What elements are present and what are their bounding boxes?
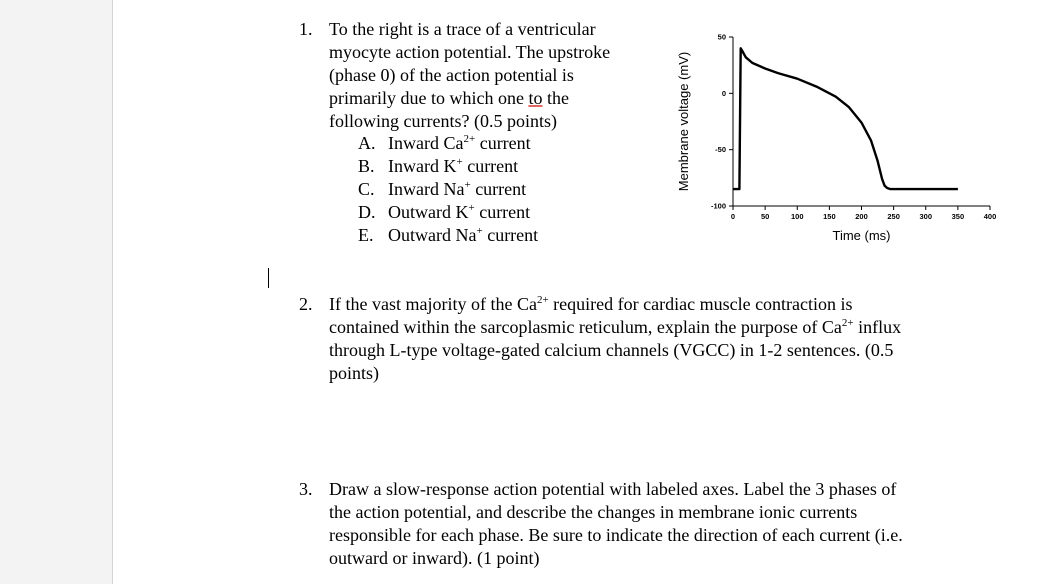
q2-line-4: points) bbox=[329, 363, 380, 383]
question-1-text bbox=[329, 18, 659, 133]
x-tick-label: 250 bbox=[887, 212, 900, 221]
page-edge bbox=[112, 0, 113, 584]
question-3-number: 3. bbox=[299, 479, 313, 499]
y-tick-label: 0 bbox=[721, 88, 726, 98]
page-margin bbox=[0, 0, 112, 584]
option-e: E. Outward Na+ current bbox=[358, 225, 539, 245]
option-a: A. Inward $Ca^{2+}$ current bbox=[358, 133, 531, 153]
q1-line-2: myocyte action potential. The upstroke bbox=[329, 42, 611, 62]
question-2-text bbox=[329, 293, 989, 385]
question-3-text bbox=[329, 478, 989, 570]
q3-line-1: Draw a slow-response action potential with labeled axes. Label the 3 phases of bbox=[329, 479, 897, 499]
option-c: C. Inward Na+ current bbox=[358, 179, 527, 199]
question-1-number: 1. bbox=[299, 19, 313, 39]
option-b: B. Inward K+ current bbox=[358, 156, 519, 176]
x-ticks bbox=[731, 206, 996, 221]
x-tick-label: 200 bbox=[855, 212, 868, 221]
x-tick-label: 50 bbox=[760, 212, 770, 221]
q3-line-4: outward or inward). (1 point) bbox=[329, 548, 540, 568]
x-tick-label: 350 bbox=[951, 212, 965, 221]
question-2-number: 2. bbox=[299, 294, 313, 314]
x-tick-label: 400 bbox=[983, 212, 997, 221]
chart-svg bbox=[670, 20, 1010, 250]
y-tick-label: 50 bbox=[717, 32, 726, 42]
y-tick-label: -100 bbox=[710, 201, 726, 211]
q1-line-4: primarily due to which one to the bbox=[329, 88, 569, 108]
x-tick-label: 0 bbox=[730, 212, 736, 221]
x-tick-label: 150 bbox=[823, 212, 836, 221]
action-potential-trace bbox=[733, 48, 958, 189]
y-ticks bbox=[711, 33, 733, 211]
action-potential-chart bbox=[670, 20, 1010, 250]
q3-line-2: the action potential, and describe the changes in membrane ionic currents bbox=[329, 502, 858, 522]
option-d: D. Outward K+ current bbox=[358, 202, 531, 222]
answer-options bbox=[358, 132, 538, 247]
q2-line-1: If the vast majority of the $Ca^{2+}$ required for cardiac muscle contraction is bbox=[329, 294, 853, 314]
text-cursor bbox=[268, 268, 269, 288]
spellcheck-word[interactable]: to bbox=[528, 88, 543, 108]
x-tick-label: 300 bbox=[919, 212, 933, 221]
q1-line-3: (phase 0) of the action potential is bbox=[329, 65, 574, 85]
x-tick-label: 100 bbox=[790, 212, 804, 221]
q3-line-3: responsible for each phase. Be sure to indicate the direction of each current (i.e. bbox=[329, 525, 903, 545]
x-axis-label: Time (ms) bbox=[832, 228, 891, 243]
q1-line-5: following currents? (0.5 points) bbox=[329, 111, 557, 131]
y-axis-label: Membrane voltage (mV) bbox=[676, 51, 691, 192]
q1-line-1: To the right is a trace of a ventricular bbox=[329, 19, 596, 39]
q2-line-3: through L-type voltage-gated calcium channels (VGCC) in 1-2 sentences. (0.5 bbox=[329, 340, 894, 360]
y-tick-label: -50 bbox=[715, 145, 726, 155]
q2-line-2: contained within the sarcoplasmic reticulum, explain the purpose of $Ca^{2+}$ influx bbox=[329, 317, 902, 337]
